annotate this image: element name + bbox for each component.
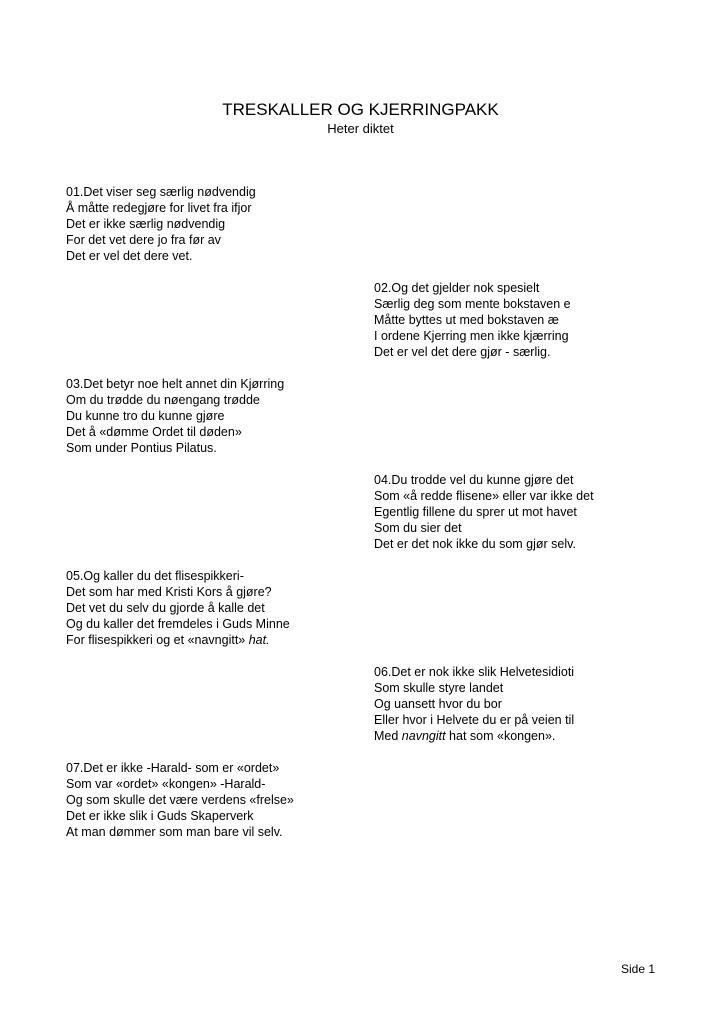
- stanza-line: Som du sier det: [374, 521, 462, 535]
- stanza-line: Med navngitt hat som «kongen».: [374, 729, 556, 743]
- stanza-line: Eller hvor i Helvete du er på veien til: [374, 713, 575, 727]
- stanza-line: Det er ikke slik i Guds Skaperverk: [66, 809, 254, 823]
- stanza-line: Det å «dømme Ordet til døden»: [66, 425, 242, 439]
- stanza-line: 07.Det er ikke -Harald- som er «ordet»: [66, 761, 280, 775]
- stanza-07: [66, 760, 294, 840]
- stanza-line: Det som har med Kristi Kors å gjøre?: [66, 585, 272, 599]
- stanza-04: [374, 472, 594, 552]
- italic-word: navngitt: [401, 729, 446, 743]
- stanza-line: Særlig deg som mente bokstaven e: [374, 297, 571, 311]
- stanza-line: Det er vel det dere vet.: [66, 249, 193, 263]
- stanza-line: Egentlig fillene du sprer ut mot havet: [374, 505, 577, 519]
- stanza-line: Og som skulle det være verdens «frelse»: [66, 793, 294, 807]
- stanza-line: I ordene Kjerring men ikke kjærring: [374, 329, 569, 343]
- stanza-line: 05.Og kaller du det flisespikkeri-: [66, 569, 244, 583]
- stanza-line: Om du trødde du nøengang trødde: [66, 393, 260, 407]
- stanza-line: 02.Og det gjelder nok spesielt: [374, 281, 540, 295]
- stanza-02: [374, 280, 571, 360]
- poem-subtitle: Heter diktet: [327, 121, 394, 136]
- stanza-line: For flisespikkeri og et «navngitt» hat.: [66, 633, 270, 647]
- stanza-line: Som «å redde flisene» eller var ikke det: [374, 489, 594, 503]
- page-number: Side 1: [620, 962, 655, 976]
- stanza-line: Som under Pontius Pilatus.: [66, 441, 217, 455]
- stanza-line: Måtte byttes ut med bokstaven æ: [374, 313, 559, 327]
- stanza-line: For det vet dere jo fra før av: [66, 233, 221, 247]
- stanza-line: Det vet du selv du gjorde å kalle det: [66, 601, 265, 615]
- stanza-line: Og du kaller det fremdeles i Guds Minne: [66, 617, 290, 631]
- stanza-line: Og uansett hvor du bor: [374, 697, 502, 711]
- stanza-line: Det er ikke særlig nødvendig: [66, 217, 226, 231]
- stanza-line: 03.Det betyr noe helt annet din Kjørring: [66, 377, 285, 391]
- stanza-line: Som skulle styre landet: [374, 681, 504, 695]
- stanza-line: 01.Det viser seg særlig nødvendig: [66, 185, 256, 199]
- stanza-line: Å måtte redegjøre for livet fra ifjor: [66, 201, 252, 215]
- stanza-05: [66, 568, 290, 648]
- stanza-line: At man dømmer som man bare vil selv.: [66, 825, 283, 839]
- stanza-line: Det er vel det dere gjør - særlig.: [374, 345, 551, 359]
- stanza-03: [66, 376, 284, 456]
- stanza-01: [66, 184, 256, 264]
- stanza-line: Som var «ordet» «kongen» -Harald-: [66, 777, 266, 791]
- stanza-line: Du kunne tro du kunne gjøre: [66, 409, 225, 423]
- stanza-line: 06.Det er nok ikke slik Helvetesidioti: [374, 665, 575, 679]
- stanza-line: Det er det nok ikke du som gjør selv.: [374, 537, 576, 551]
- italic-word: hat.: [248, 633, 270, 647]
- stanza-line: 04.Du trodde vel du kunne gjøre det: [374, 473, 574, 487]
- stanza-06: [374, 664, 574, 744]
- poem-title: TRESKALLER OG KJERRINGPAKK: [222, 100, 499, 119]
